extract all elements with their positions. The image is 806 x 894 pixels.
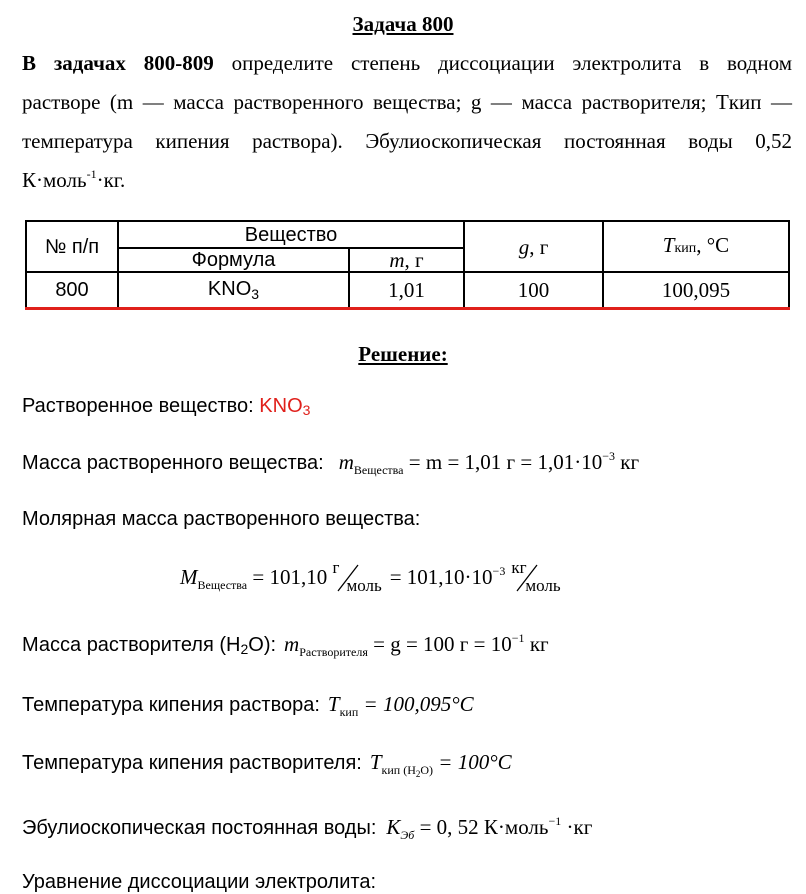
intro-text-1: определите степень диссоциации электролита в водном <box>213 51 792 75</box>
last-line: Уравнение диссоциации электролита: <box>22 871 376 893</box>
tboil-line <box>22 692 474 717</box>
dissolved-line <box>22 395 310 418</box>
solvent-label-sub: 2 <box>240 641 249 657</box>
molar-unit-fraction <box>332 558 382 596</box>
solvent-eq: = g = 100 г = 10 <box>367 632 512 656</box>
tsolv-sub3: O) <box>420 763 434 777</box>
header-g-unit: , г <box>529 234 549 259</box>
data-table <box>25 220 790 310</box>
tsolv-val: = 100°C <box>433 750 512 774</box>
intro-bold: В задачах 800-809 <box>22 51 214 75</box>
molar-unit-num: г <box>332 558 340 577</box>
header-m-unit: , г <box>404 248 424 272</box>
mass-exp: −3 <box>602 449 616 463</box>
header-substance: Вещество <box>118 221 464 248</box>
mass-line <box>22 450 639 475</box>
solvent-sub: Растворителя <box>299 645 368 659</box>
ebul-unit: ·кг <box>561 815 593 839</box>
intro-unit-sup: -1 <box>86 167 97 181</box>
ebul-exp: −1 <box>548 814 562 828</box>
header-g-sym: g <box>518 234 530 259</box>
ebul-val: = 0, 52 К·моль <box>414 815 549 839</box>
header-t-unit: , °С <box>696 232 730 257</box>
tboil-label: Температура кипения раствора: <box>22 694 320 716</box>
intro-line-1 <box>22 51 792 76</box>
mass-unit: кг <box>615 450 640 474</box>
header-t <box>603 221 789 272</box>
solution-title: Решение: <box>358 342 448 366</box>
header-m <box>349 248 464 272</box>
mass-label: Масса растворенного вещества: <box>22 452 324 474</box>
solvent-formula: $m_{Растворителя} = g = 100$ $г = 10^{-1}$ кг <box>284 631 549 659</box>
cell-formula-sub: 3 <box>251 286 260 303</box>
intro-unit-b: ·кг. <box>96 168 126 192</box>
tboil-sub: кип <box>339 705 359 719</box>
cell-num: 800 <box>26 272 118 308</box>
ebul-sub: Эб <box>400 828 415 842</box>
tsolv-sub: кип (H <box>381 763 416 777</box>
tsolv-label: Температура кипения растворителя: <box>22 752 362 774</box>
header-formula: Формула <box>118 248 349 272</box>
intro-line-3: температура кипения раствора). Эбулиоскопическая постоянная воды 0,52 <box>22 129 792 153</box>
molar-sub: Вещества <box>197 577 248 592</box>
cell-t: 100,095 <box>603 272 789 308</box>
header-t-sub: кип <box>674 240 697 256</box>
tsolv-line <box>22 750 512 779</box>
solvent-exp: −1 <box>511 631 525 645</box>
molar-exp: −3 <box>492 563 506 578</box>
molar-val2: = 101,10·10 <box>384 564 493 589</box>
solvent-label-a: Масса растворителя (H <box>22 634 241 656</box>
cell-m: 1,01 <box>349 272 464 308</box>
molar-val1: = 101,10 <box>247 564 333 589</box>
header-g <box>464 221 603 272</box>
cell-formula-main: KNO <box>207 278 252 301</box>
intro-line-2: растворе (m — масса растворенного вещества; g — масса растворителя; Tкип — <box>22 90 792 114</box>
tboil-val: = 100,095°C <box>358 692 474 716</box>
ebul-formula: $K_{Эб} = 0$, 52 К·моль$^{-1}$ ·кг <box>386 814 593 842</box>
header-t-sym: T <box>662 232 675 257</box>
cell-g: 100 <box>464 272 603 308</box>
solvent-unit: кг <box>524 632 549 656</box>
molar-unit2-fraction <box>511 558 561 596</box>
page-title: Задача 800 <box>352 12 454 36</box>
intro-unit-a: К·моль <box>22 168 87 192</box>
mass-formula: $m_{Вещества} = m = 1,01$ $г = 1,01\cdot 10^{-3}$ кг <box>338 449 640 477</box>
molar-unit2-num: кг <box>511 558 527 577</box>
tboil-formula: $T_{кип} = 100,095^\circ C$ <box>327 692 474 719</box>
header-num: № п/п <box>26 221 118 272</box>
dissolved-formula: KNO <box>259 395 303 417</box>
header-m-sym: m <box>389 248 405 272</box>
molar-unit2-den: моль <box>525 576 561 595</box>
dissolved-formula-sub: 3 <box>302 402 311 418</box>
molar-label: Молярная масса растворенного вещества: <box>22 508 421 530</box>
tsolv-sub2: 2 <box>415 769 421 779</box>
tsolv-formula: $T_{кип (H2O)} = 100^\circ C$ <box>369 750 512 779</box>
dissolved-label: Растворенное вещество: <box>22 395 260 417</box>
solvent-line <box>22 632 549 657</box>
solvent-label-b: O): <box>248 634 277 656</box>
cell-formula <box>118 272 349 308</box>
ebul-line <box>22 815 592 840</box>
intro-line-4 <box>22 168 125 193</box>
ebul-label: Эбулиоскопическая постоянная воды: <box>22 817 377 839</box>
molar-unit-den: моль <box>346 576 382 595</box>
mass-eq: = m = 1,01 г = 1,01·10 <box>403 450 603 474</box>
mass-sub: Вещества <box>353 463 404 477</box>
molar-formula: $M_{Вещества} = 101,10$ г моль = $101,10\cdot 10^{-3}$ кг моль <box>180 558 561 595</box>
